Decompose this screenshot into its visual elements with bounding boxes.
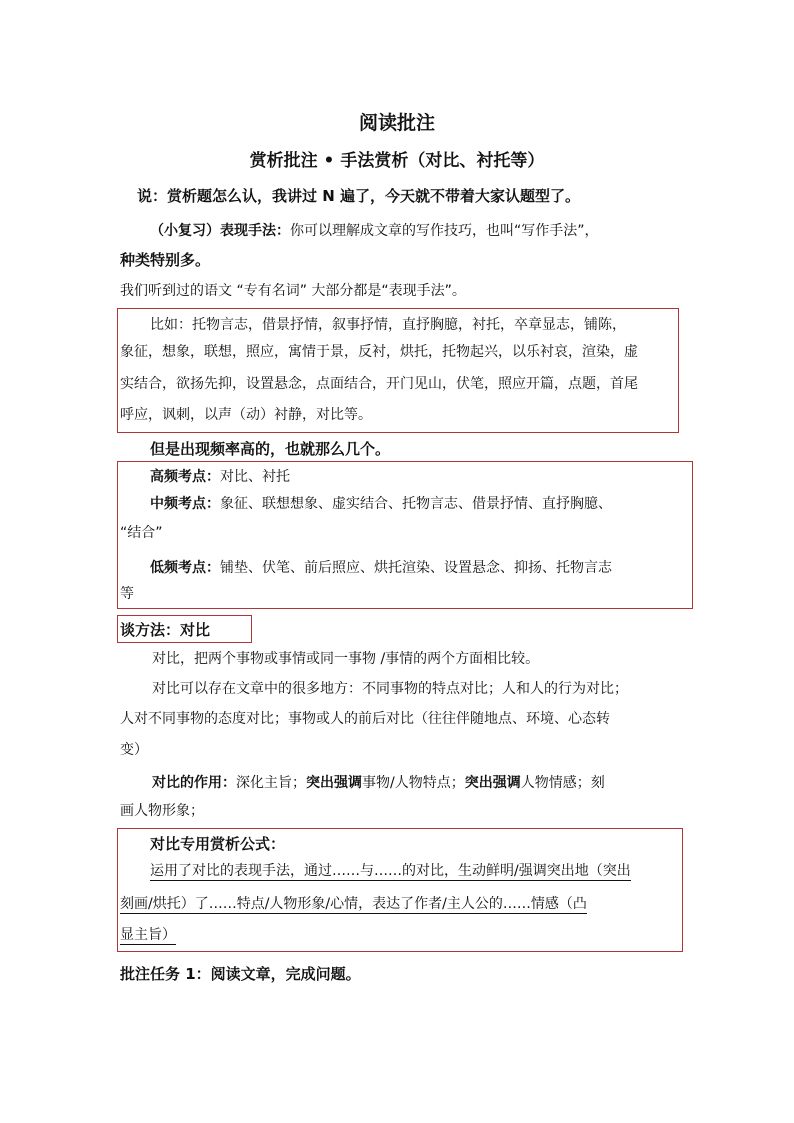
examples-line-3: 实结合，欲扬先抑，设置悬念，点面结合，开门见山，伏笔，照应开篇，点题，首尾 bbox=[120, 376, 638, 392]
intro-lead: 说： bbox=[137, 187, 168, 205]
formula-line-1 bbox=[150, 860, 631, 880]
examples-line-2: 象征，想象，联想，照应，寓情于景，反衬，烘托，托物起兴，以乐衬哀，渲染，虚 bbox=[120, 344, 638, 360]
freq-high-label: 高频考点： bbox=[150, 469, 220, 485]
intro-text: 赏析题怎么认，我讲过 N 遍了，今天就不带着大家认题型了。 bbox=[167, 187, 581, 205]
page-subtitle: 赏析批注 • 手法赏析（对比、衬托等） bbox=[249, 151, 545, 171]
method-def: 对比，把两个事物或事情或同一事物 /事情的两个方面相比较。 bbox=[152, 651, 540, 667]
freq-mid-cont: “结合” bbox=[120, 525, 163, 541]
page-title: 阅读批注 bbox=[358, 112, 435, 134]
formula-line-3-text: 显主旨） bbox=[120, 927, 176, 943]
freq-mid-value: 象征、联想想象、虚实结合、托物言志、借景抒情、直抒胸臆、 bbox=[220, 496, 612, 512]
effect-part1: 深化主旨； bbox=[236, 775, 306, 791]
method-where-3: 变） bbox=[120, 742, 148, 758]
freq-high-value: 对比、衬托 bbox=[220, 469, 290, 485]
examples-line-1: 比如：托物言志，借景抒情，叙事抒情，直抒胸臆，衬托，卒章显志，铺陈， bbox=[150, 317, 626, 333]
effect-line2: 画人物形象； bbox=[120, 803, 204, 819]
effect-part2: 事物/人物特点； bbox=[362, 775, 465, 791]
formula-heading: 对比专用赏析公式： bbox=[150, 835, 286, 853]
effect-part3: 人物情感；刻 bbox=[520, 775, 605, 791]
formula-line-1-text: 运用了对比的表现手法，通过……与……的对比，生动鲜明/强调突出地（突出 bbox=[150, 863, 631, 879]
review-text: 你可以理解成文章的写作技巧，也叫“写作手法”， bbox=[290, 223, 599, 239]
formula-line-3 bbox=[120, 924, 176, 944]
effect-emphasis-2: 突出强调 bbox=[464, 775, 521, 791]
review-line bbox=[150, 220, 599, 240]
freq-low bbox=[150, 557, 612, 577]
effect-label: 对比的作用： bbox=[152, 775, 236, 791]
effect-line bbox=[152, 772, 605, 792]
freq-mid-label: 中频考点： bbox=[150, 496, 220, 512]
formula-line-2 bbox=[120, 893, 587, 913]
review-label: （小复习）表现手法： bbox=[150, 223, 290, 239]
task-heading: 批注任务 1：阅读文章，完成问题。 bbox=[120, 965, 361, 983]
effect-emphasis-1: 突出强调 bbox=[306, 775, 362, 791]
freq-low-label: 低频考点： bbox=[150, 560, 220, 576]
method-where-2: 人对不同事物的态度对比；事物或人的前后对比（往往伴随地点、环境、心态转 bbox=[120, 711, 610, 727]
review-bold-tail: 种类特别多。 bbox=[120, 251, 211, 269]
freq-low-cont: 等 bbox=[120, 586, 134, 602]
freq-high bbox=[150, 466, 290, 486]
examples-line-4: 呼应，讽刺，以声（动）衬静，对比等。 bbox=[120, 407, 372, 423]
freq-mid bbox=[150, 493, 612, 513]
freq-low-value: 铺垫、伏笔、前后照应、烘托渲染、设置悬念、抑扬、托物言志 bbox=[220, 560, 612, 576]
method-heading: 谈方法：对比 bbox=[120, 621, 211, 639]
review-line2: 我们听到过的语文 “专有名词” 大部分都是“表现手法”。 bbox=[120, 283, 466, 299]
formula-line-2-text: 刻画/烘托）了……特点/人物形象/心情，表达了作者/主人公的……情感（凸 bbox=[120, 896, 587, 912]
intro-line bbox=[137, 185, 580, 206]
frequency-note: 但是出现频率高的，也就那么几个。 bbox=[150, 440, 391, 458]
method-where-1: 对比可以存在文章中的很多地方：不同事物的特点对比；人和人的行为对比； bbox=[152, 681, 628, 697]
